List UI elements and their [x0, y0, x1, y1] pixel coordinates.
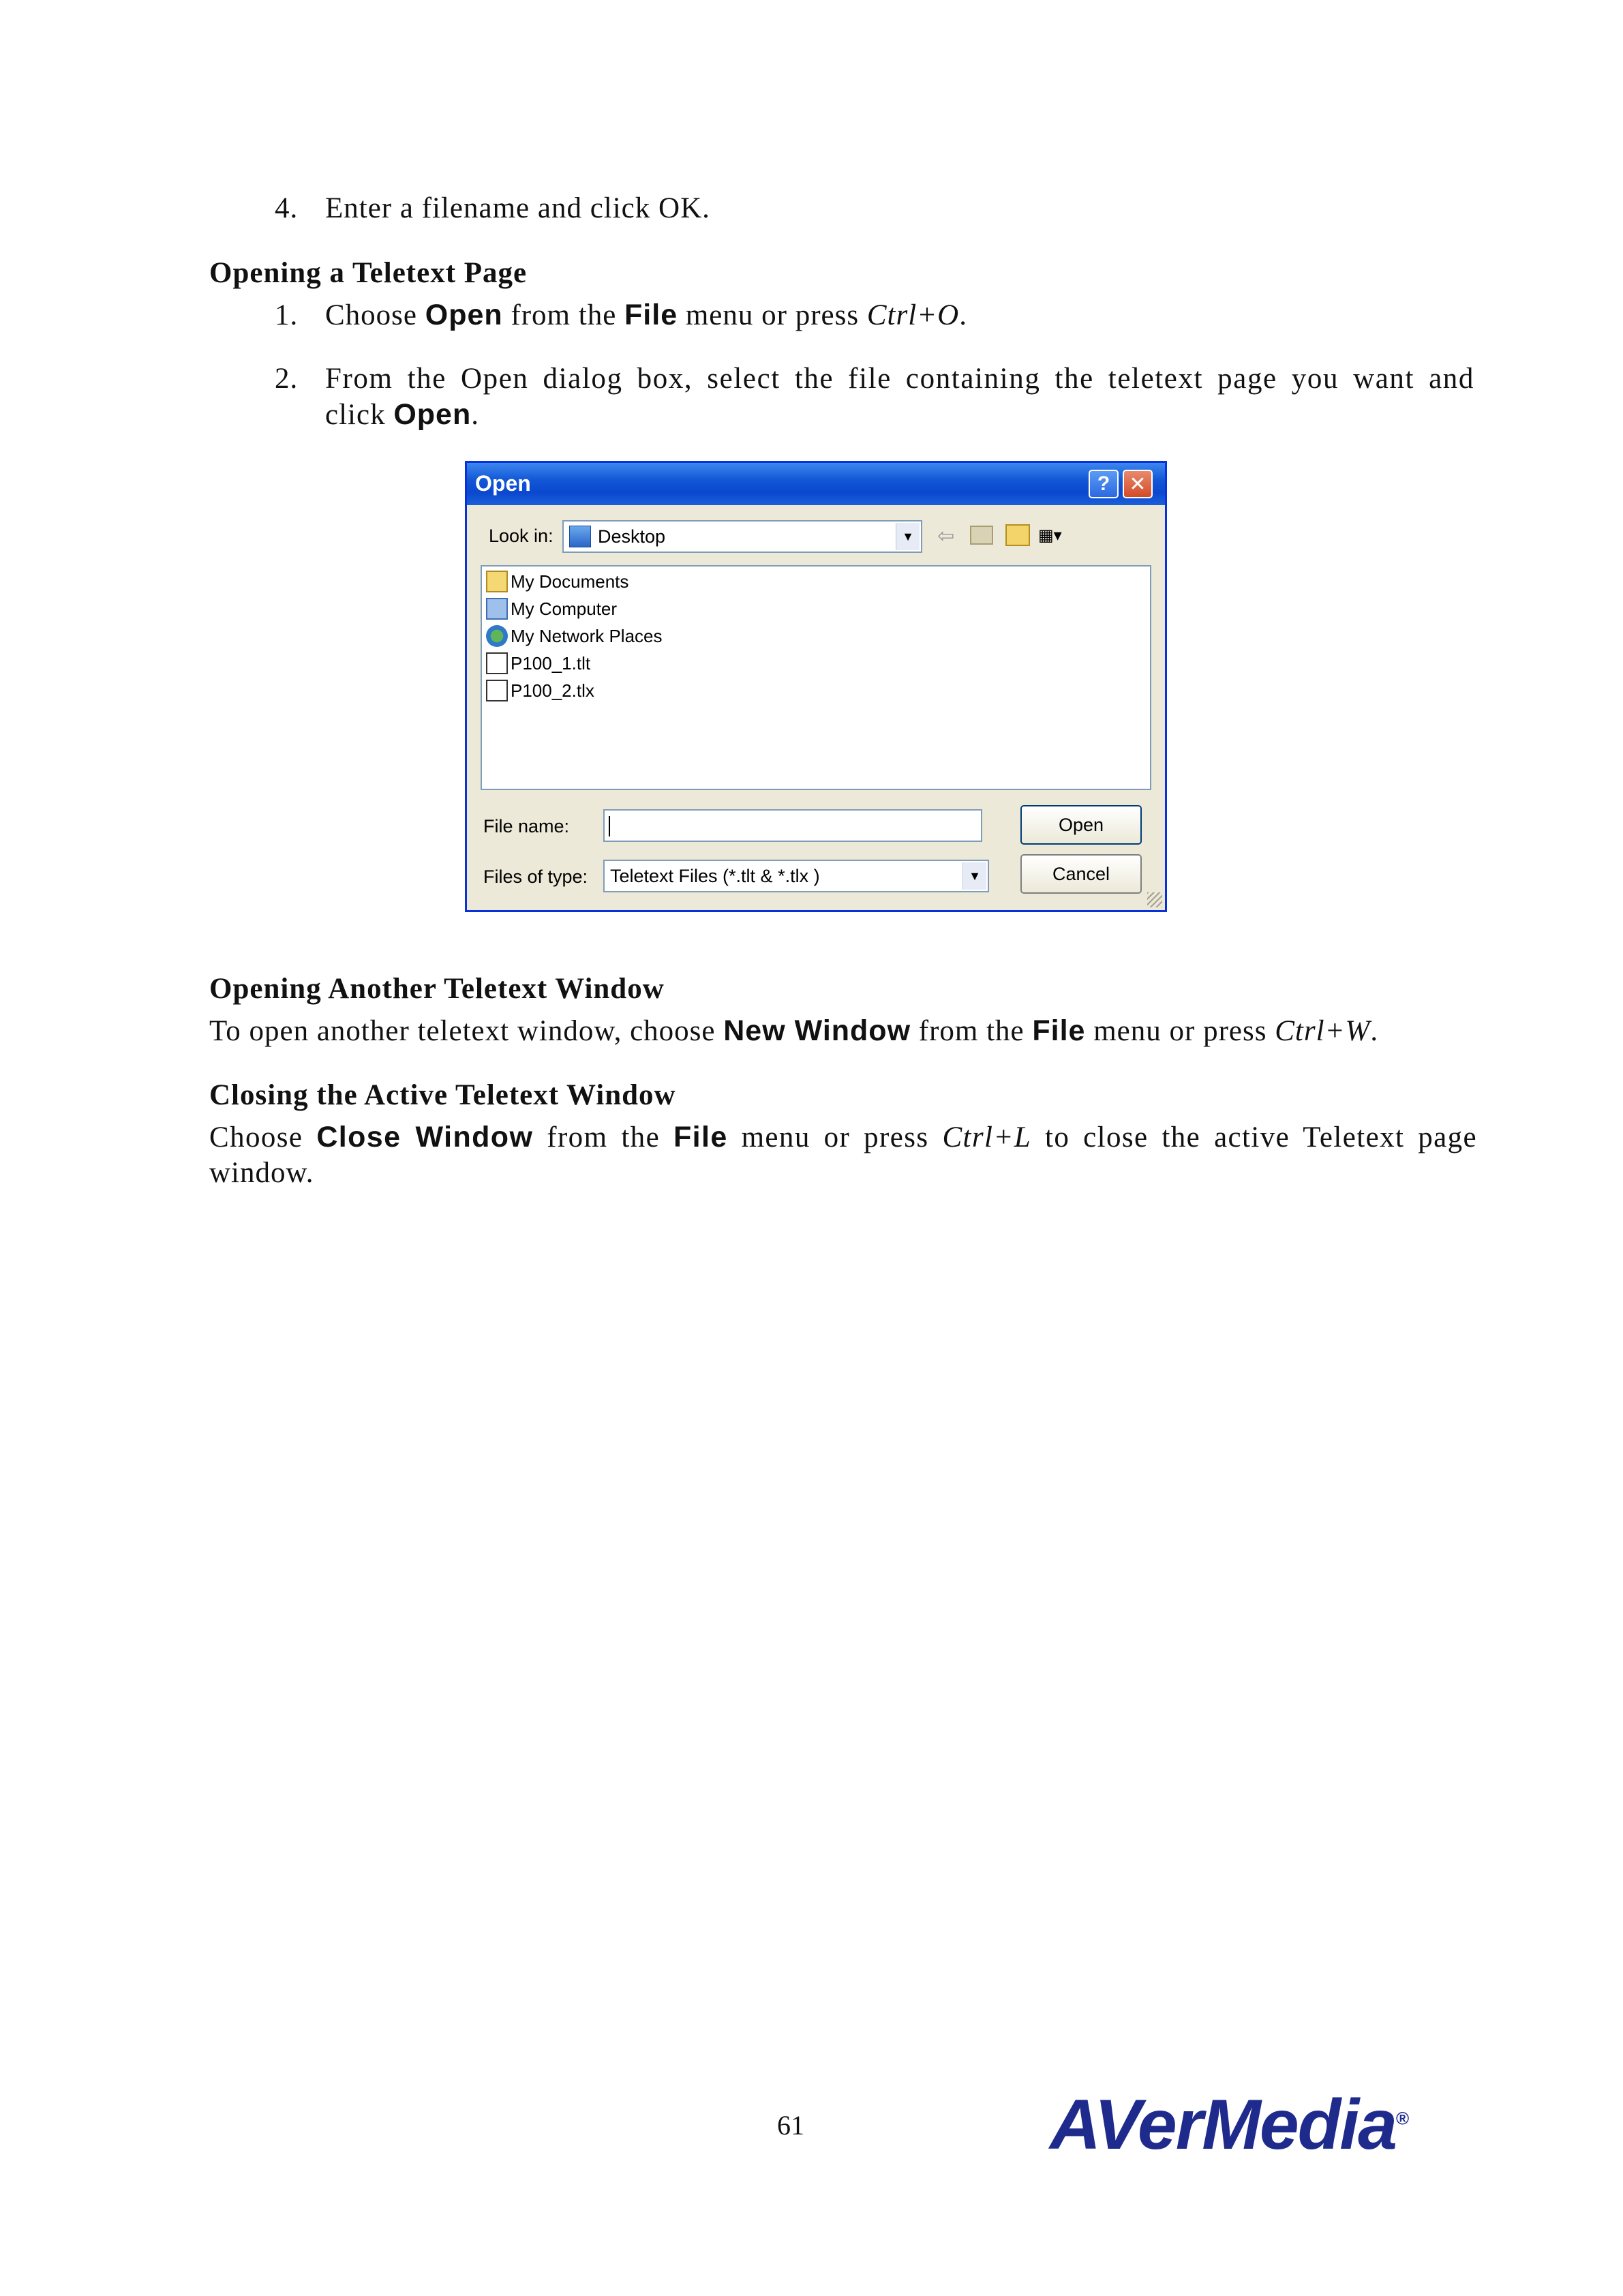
- shortcut: Ctrl+O: [866, 299, 960, 331]
- file-name-input[interactable]: [603, 809, 982, 842]
- help-button[interactable]: [1089, 470, 1119, 498]
- step-text-line1: From the Open dialog box, select the file containing the teletext page you want and: [325, 363, 1474, 395]
- step-number: 4.: [275, 192, 299, 224]
- network-places-icon: [486, 625, 508, 647]
- resize-grip-icon[interactable]: [1147, 892, 1162, 907]
- section-heading-another-window: Opening Another Teletext Window: [209, 973, 665, 1005]
- list-item[interactable]: [486, 677, 594, 704]
- text: .: [959, 299, 967, 331]
- teletext-file-icon: [486, 680, 508, 701]
- page-number: 61: [777, 2110, 804, 2141]
- text: .: [1370, 1015, 1379, 1047]
- menu-command-new-window: New Window: [723, 1014, 911, 1047]
- files-of-type-label: Files of type:: [483, 866, 588, 887]
- item-label: My Documents: [511, 571, 629, 592]
- section-heading-closing: Closing the Active Teletext Window: [209, 1079, 676, 1111]
- text: menu or press: [1085, 1015, 1275, 1047]
- up-folder-icon[interactable]: [970, 526, 993, 545]
- text: To open another teletext window, choose: [209, 1015, 724, 1047]
- text: to close the active Teletext page: [1031, 1121, 1477, 1153]
- close-icon: ✕: [1129, 472, 1147, 496]
- menu-name-file: File: [1032, 1014, 1086, 1047]
- views-menu-icon[interactable]: ▦▾: [1038, 526, 1062, 545]
- step-text: Enter a filename and click OK.: [325, 192, 710, 224]
- item-label: P100_1.tlt: [511, 652, 591, 674]
- closing-paragraph: [209, 1119, 1477, 1191]
- new-folder-icon[interactable]: [1005, 524, 1030, 546]
- item-label: My Network Places: [511, 625, 663, 646]
- list-item[interactable]: [486, 568, 628, 595]
- menu-name-file: File: [673, 1121, 728, 1153]
- menu-command-open: Open: [425, 299, 503, 331]
- step-4: [275, 191, 710, 226]
- avermedia-logo: [1050, 2085, 1408, 2166]
- item-label: My Computer: [511, 598, 618, 619]
- title-bar: [467, 463, 1165, 505]
- desktop-icon: [569, 526, 591, 547]
- text: Choose: [209, 1121, 317, 1153]
- step-2: [275, 361, 1474, 433]
- text: click: [325, 399, 394, 431]
- another-window-paragraph: [209, 1013, 1378, 1049]
- files-of-type-value: Teletext Files (*.tlt & *.tlx ): [610, 865, 820, 886]
- shortcut: Ctrl+W: [1275, 1015, 1371, 1047]
- file-name-label: File name:: [483, 816, 570, 836]
- shortcut: Ctrl+L: [942, 1121, 1032, 1153]
- text: from the: [911, 1015, 1033, 1047]
- logo-text: AVerMedia: [1050, 2085, 1396, 2164]
- text: menu or press: [678, 299, 867, 331]
- chevron-down-icon[interactable]: ▼: [896, 523, 920, 550]
- text: .: [471, 399, 479, 431]
- help-icon: ?: [1097, 472, 1110, 495]
- registered-mark: ®: [1395, 2108, 1408, 2129]
- look-in-dropdown[interactable]: [562, 520, 922, 553]
- close-button[interactable]: [1123, 470, 1153, 498]
- text: Choose: [325, 299, 425, 331]
- back-arrow-icon[interactable]: ⇦: [937, 525, 955, 547]
- text: menu or press: [727, 1121, 943, 1153]
- my-computer-icon: [486, 598, 508, 620]
- menu-command-close-window: Close Window: [316, 1121, 534, 1153]
- my-documents-icon: [486, 571, 508, 592]
- list-item[interactable]: [486, 650, 590, 677]
- look-in-label: Look in:: [489, 526, 553, 546]
- step-number: 2.: [275, 363, 299, 395]
- section-heading-opening-page: Opening a Teletext Page: [209, 257, 528, 289]
- open-button[interactable]: Open: [1020, 805, 1142, 845]
- dialog-title: Open: [475, 471, 531, 496]
- cancel-button[interactable]: Cancel: [1020, 854, 1142, 894]
- step-1: [275, 297, 967, 333]
- button-reference-open: Open: [393, 398, 472, 431]
- list-item[interactable]: [486, 622, 663, 650]
- files-of-type-dropdown[interactable]: [603, 860, 989, 892]
- text-caret: [609, 816, 610, 836]
- list-item[interactable]: [486, 595, 617, 622]
- menu-name-file: File: [624, 299, 678, 331]
- file-list[interactable]: [481, 565, 1151, 790]
- look-in-value: Desktop: [598, 526, 666, 547]
- text: window.: [209, 1157, 314, 1189]
- item-label: P100_2.tlx: [511, 680, 594, 701]
- open-dialog: [465, 461, 1167, 912]
- text: from the: [533, 1121, 673, 1153]
- step-number: 1.: [275, 299, 299, 331]
- text: from the: [502, 299, 625, 331]
- teletext-file-icon: [486, 652, 508, 674]
- chevron-down-icon[interactable]: ▼: [962, 862, 986, 890]
